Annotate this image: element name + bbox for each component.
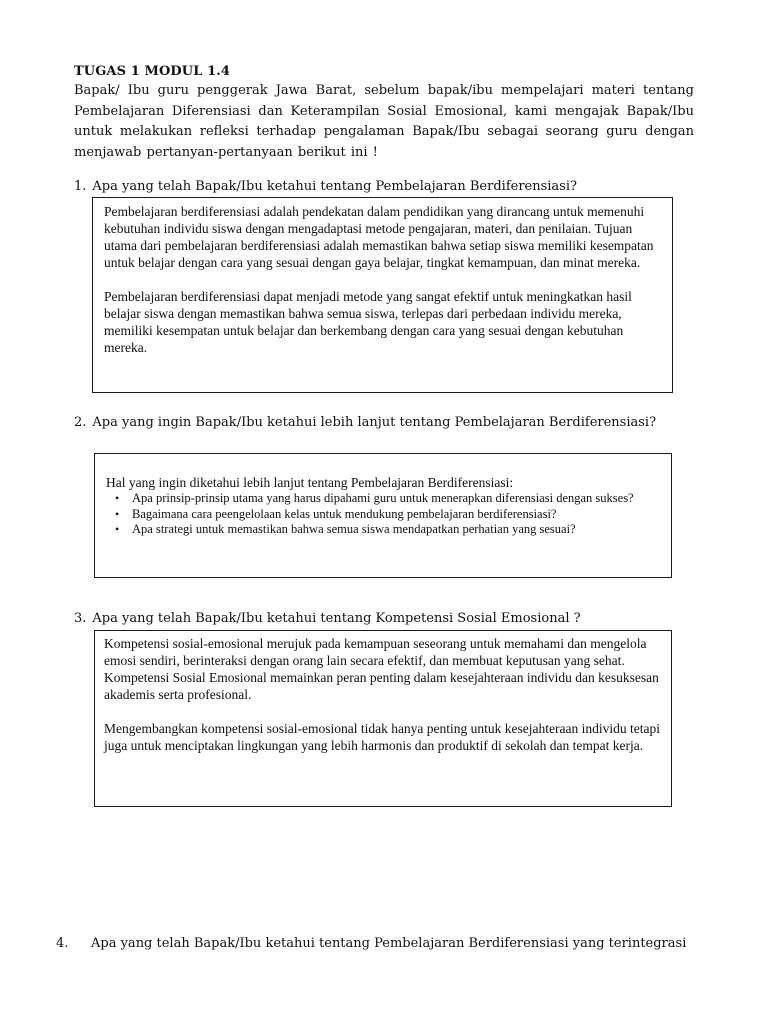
question-number: 3.	[74, 611, 87, 626]
question-4	[56, 935, 686, 953]
answer-paragraph: Pembelajaran berdiferensiasi adalah pendekatan dalam pendidikan yang dirancang untuk memenuhi kebutuhan individu siswa dengan mengadaptasi metode pengajaran, materi, dan penilaian. Tujuan utama dari pembelajaran berdiferensiasi adalah memastikan bahwa setiap siswa memiliki kesempatan untuk belajar dengan cara yang sesuai dengan gaya belajar, tingkat kemampuan, dan minat mereka.	[104, 204, 654, 270]
answer-box-3	[94, 630, 672, 807]
intro-paragraph: Bapak/ Ibu guru penggerak Jawa Barat, sebelum bapak/ibu mempelajari materi tentang Pembelajaran Diferensiasi dan Keterampilan Sosial Emosional, kami mengajak Bapak/Ibu untuk melakukan refleksi terhadap pengalaman Bapak/Ibu sebagai seorang guru dengan menjawab pertanyan-pertanyaan berikut ini !	[74, 83, 694, 160]
question-text: Apa yang telah Bapak/Ibu ketahui tentang Kompetensi Sosial Emosional ?	[92, 611, 581, 626]
question-number: 1.	[74, 179, 87, 194]
question-2	[74, 414, 656, 432]
question-3	[74, 610, 581, 628]
bullet-icon: •	[115, 506, 120, 521]
list-item	[106, 522, 661, 538]
question-number: 4.	[56, 936, 69, 951]
question-text: Apa yang ingin Bapak/Ibu ketahui lebih lanjut tentang Pembelajaran Berdiferensiasi?	[92, 415, 657, 430]
list-item	[106, 507, 661, 523]
list-item	[106, 491, 661, 507]
bullet-icon: •	[115, 491, 120, 505]
answer-paragraph: Mengembangkan kompetensi sosial-emosional tidak hanya penting untuk kesejahteraan individu tetapi juga untuk menciptakan lingkungan yang lebih harmonis dan produktif di sekolah dan tempat kerja.	[104, 721, 660, 753]
list-item-text: Apa strategi untuk memastikan bahwa semua siswa mendapatkan perhatian yang sesuai?	[132, 522, 576, 536]
document-title: TUGAS 1 MODUL 1.4	[74, 64, 230, 79]
answer-paragraph: Kompetensi sosial-emosional merujuk pada kemampuan seseorang untuk memahami dan mengelola emosi sendiri, berinteraksi dengan orang lain secara efektif, dan membuat keputusan yang sehat. Kompetensi Sosial Emosional memainkan peran penting dalam kesejahteraan individu dan kesuksesan akademis serta profesional.	[104, 636, 659, 702]
question-text: Apa yang telah Bapak/Ibu ketahui tentang Pembelajaran Berdiferensiasi yang terintegrasi	[91, 936, 687, 951]
answer-box-1	[92, 197, 673, 393]
question-number: 2.	[74, 415, 87, 430]
list-item-text: Bagaimana cara peengelolaan kelas untuk mendukung pembelajaran berdiferensiasi?	[132, 506, 557, 521]
answer-box-2	[94, 453, 672, 578]
answer-bullet-list	[106, 491, 661, 538]
question-1	[74, 178, 577, 196]
question-text: Apa yang telah Bapak/Ibu ketahui tentang Pembelajaran Berdiferensiasi?	[92, 179, 577, 194]
bullet-icon: •	[115, 522, 120, 536]
list-item-text: Apa prinsip-prinsip utama yang harus dipahami guru untuk menerapkan diferensiasi dengan sukses?	[132, 491, 634, 505]
answer-lead: Hal yang ingin diketahui lebih lanjut tentang Pembelajaran Berdiferensiasi:	[106, 475, 514, 490]
answer-paragraph: Pembelajaran berdiferensiasi dapat menjadi metode yang sangat efektif untuk meningkatkan hasil belajar siswa dengan memastikan bahwa semua siswa, terlepas dari perbedaan individu mereka, memiliki kesempatan untuk belajar dan berkembang dengan cara yang sesuai dengan kebutuhan mereka.	[104, 289, 632, 355]
